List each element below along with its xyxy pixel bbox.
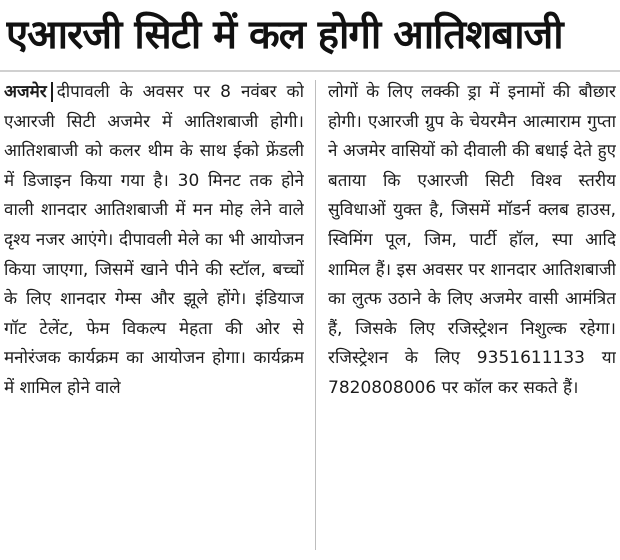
column-left-text: दीपावली के अवसर पर 8 नवंबर को एआरजी सिटी अजमेर में आतिशबाजी होगी। आतिशबाजी को कलर थीम के साथ ईको फ्रेंडली में डिजाइन किया गया है। 30 मिनट तक होने वाली शानदार आतिशबाजी में मन मोह लेने वाले दृश्य नजर आएंगे। दीपावली मेले का भी आयोजन किया जाएगा, जिसमें खाने पीने की स्टॉल, बच्चों के लिए शानदार गेम्स और झूले होंगे। इंडियाज गॉट टेलेंट, फेम विकल्प मेहता की ओर से मनोरंजक कार्यक्रम का आयोजन होगा। कार्यक्रम में शामिल होने वाले [4,82,304,398]
article-headline: एआरजी सिटी में कल होगी आतिशबाजी [6,12,563,58]
headline-rule [0,70,620,72]
article-column-right [328,78,616,554]
column-left-paragraph [4,78,304,404]
article-column-left [4,78,304,554]
column-divider [315,80,316,550]
article-dateline: अजमेर [4,82,53,102]
column-right-text: लोगों के लिए लक्की ड्रा में इनामों की बौछार होगी। एआरजी ग्रुप के चेयरमैन आत्माराम गुप्ता ने अजमेर वासियों को दीवाली की बधाई देते हुए बताया कि एआरजी सिटी विश्व स्तरीय सुविधाओं युक्त है, जिसमें मॉडर्न क्लब हाउस, स्विमिंग पूल, जिम, पार्टी हॉल, स्पा आदि शामिल हैं। इस अवसर पर शानदार आतिशबाजी का लुत्फ उठाने के लिए अजमेर वासी आमंत्रित हैं, जिसके लिए रजिस्ट्रेशन निशुल्क रहेगा। रजिस्ट्रेशन के लिए 9351611133 या 7820808006 पर कॉल कर सकते हैं। [328,82,616,398]
